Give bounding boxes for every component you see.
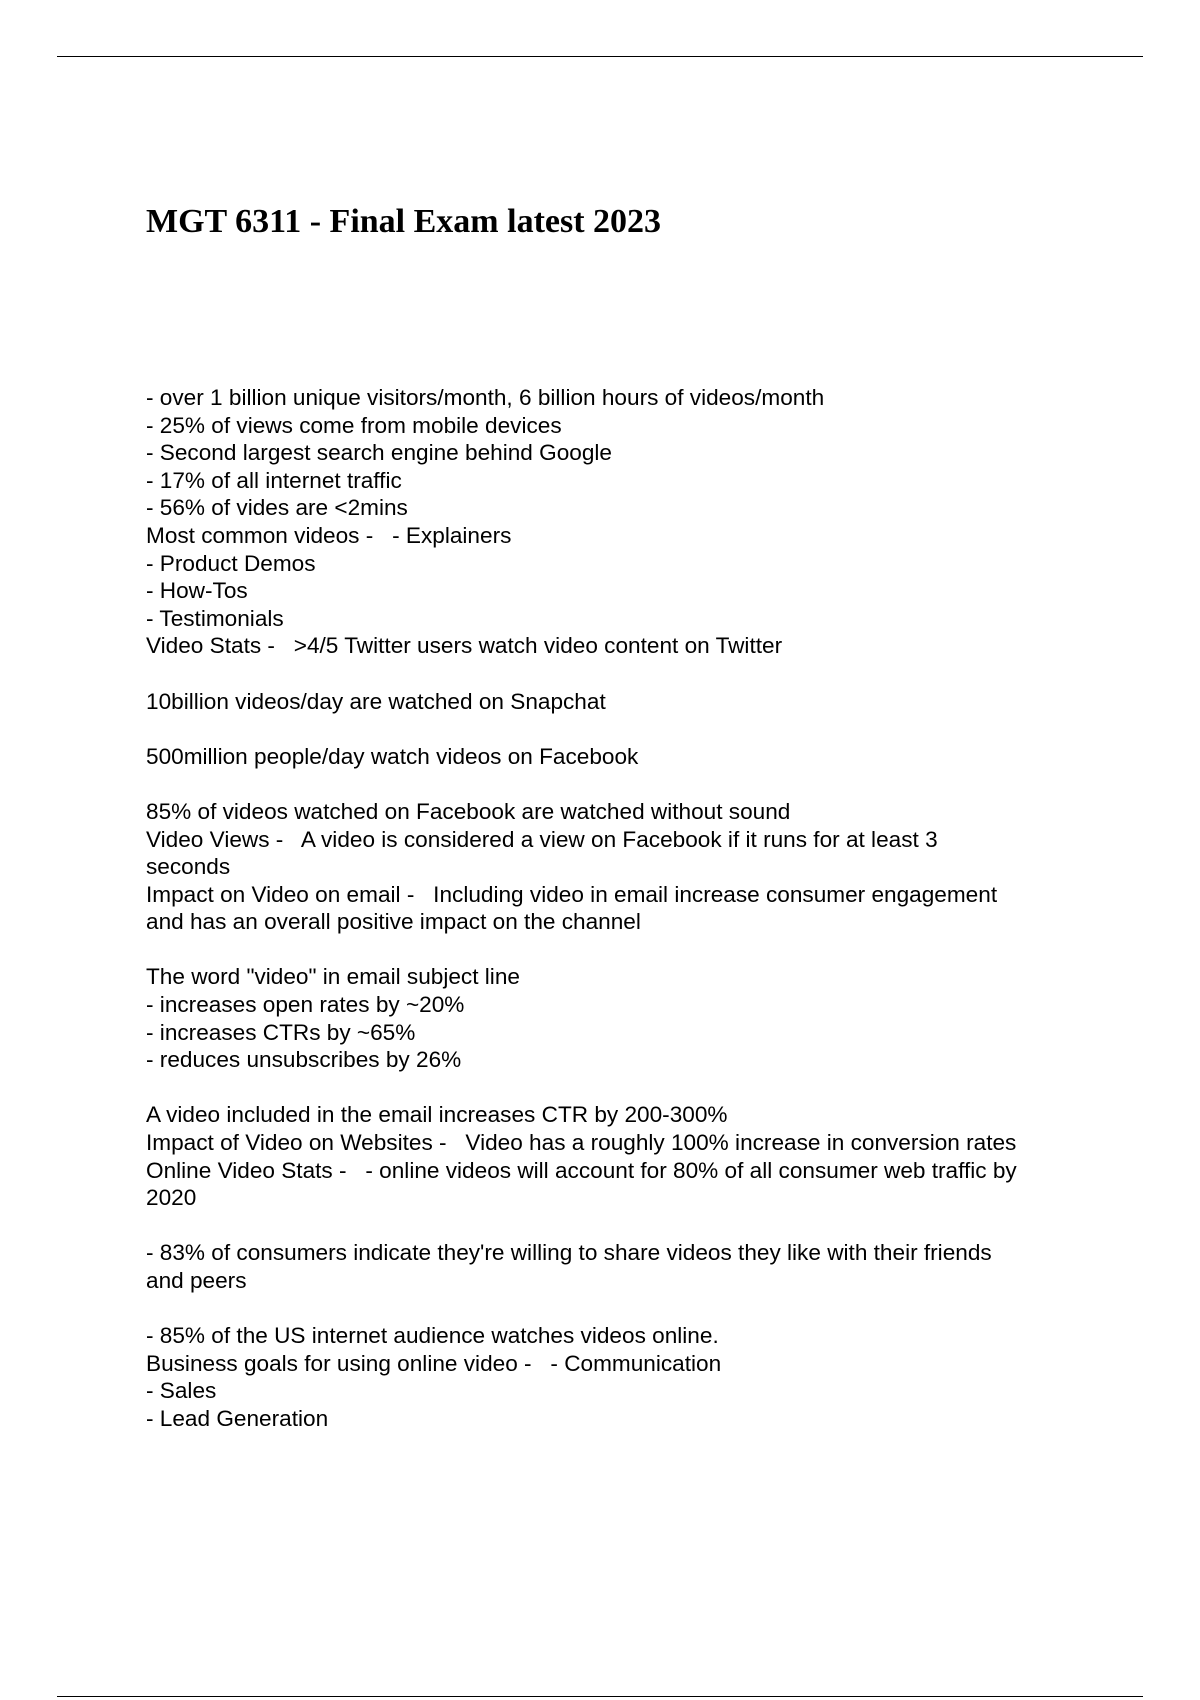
text-line: - 25% of views come from mobile devices	[146, 412, 562, 438]
blank-line	[146, 1295, 1086, 1323]
text-line: Online Video Stats - - online videos will account for 80% of all consumer web traffic by	[146, 1157, 1017, 1183]
document-title: MGT 6311 - Final Exam latest 2023	[146, 203, 662, 240]
text-line: - Second largest search engine behind Google	[146, 440, 612, 466]
text-line: Video Views - A video is considered a view on Facebook if it runs for at least 3	[146, 826, 938, 852]
text-line: and peers	[146, 1268, 247, 1293]
text-line: - reduces unsubscribes by 26%	[146, 1047, 462, 1073]
text-line: seconds	[146, 854, 231, 880]
blank-line	[146, 936, 1086, 964]
text-line: - 83% of consumers indicate they're willing to share videos they like with their friends	[146, 1240, 992, 1266]
text-line: - Sales	[146, 1378, 217, 1404]
text-line: Most common videos - - Explainers	[146, 522, 512, 548]
blank-line	[146, 715, 1086, 743]
text-line: A video included in the email increases CTR by 200-300%	[146, 1102, 728, 1128]
text-line: - Testimonials	[146, 605, 284, 631]
blank-line	[146, 1212, 1086, 1240]
text-line: 2020	[146, 1185, 197, 1211]
text-line: - 56% of vides are <2mins	[146, 495, 408, 521]
text-line: - increases open rates by ~20%	[146, 992, 465, 1018]
text-line: 85% of videos watched on Facebook are watched without sound	[146, 798, 791, 824]
text-line: - Lead Generation	[146, 1405, 329, 1431]
blank-line	[146, 660, 1086, 688]
text-line: Impact on Video on email - Including video in email increase consumer engagement	[146, 881, 998, 907]
bottom-rule	[57, 1696, 1143, 1697]
top-rule	[57, 56, 1143, 57]
text-line: Video Stats - >4/5 Twitter users watch video content on Twitter	[146, 633, 783, 659]
text-line: The word "video" in email subject line	[146, 964, 520, 990]
document-body	[146, 384, 1086, 1433]
text-line: - over 1 billion unique visitors/month, 6 billion hours of videos/month	[146, 385, 825, 410]
text-line: 10billion videos/day are watched on Snapchat	[146, 688, 606, 714]
text-line: Impact of Video on Websites - Video has a roughly 100% increase in conversion rates	[146, 1130, 1017, 1156]
text-line: Business goals for using online video - - Communication	[146, 1350, 722, 1376]
blank-line	[146, 1074, 1086, 1102]
text-line: - Product Demos	[146, 550, 316, 576]
text-line: - How-Tos	[146, 578, 248, 604]
text-line: 500million people/day watch videos on Facebook	[146, 743, 639, 769]
text-line: - 85% of the US internet audience watches videos online.	[146, 1323, 719, 1349]
text-line: and has an overall positive impact on the channel	[146, 909, 641, 935]
blank-line	[146, 770, 1086, 798]
text-line: - 17% of all internet traffic	[146, 467, 402, 493]
text-line: - increases CTRs by ~65%	[146, 1019, 416, 1045]
